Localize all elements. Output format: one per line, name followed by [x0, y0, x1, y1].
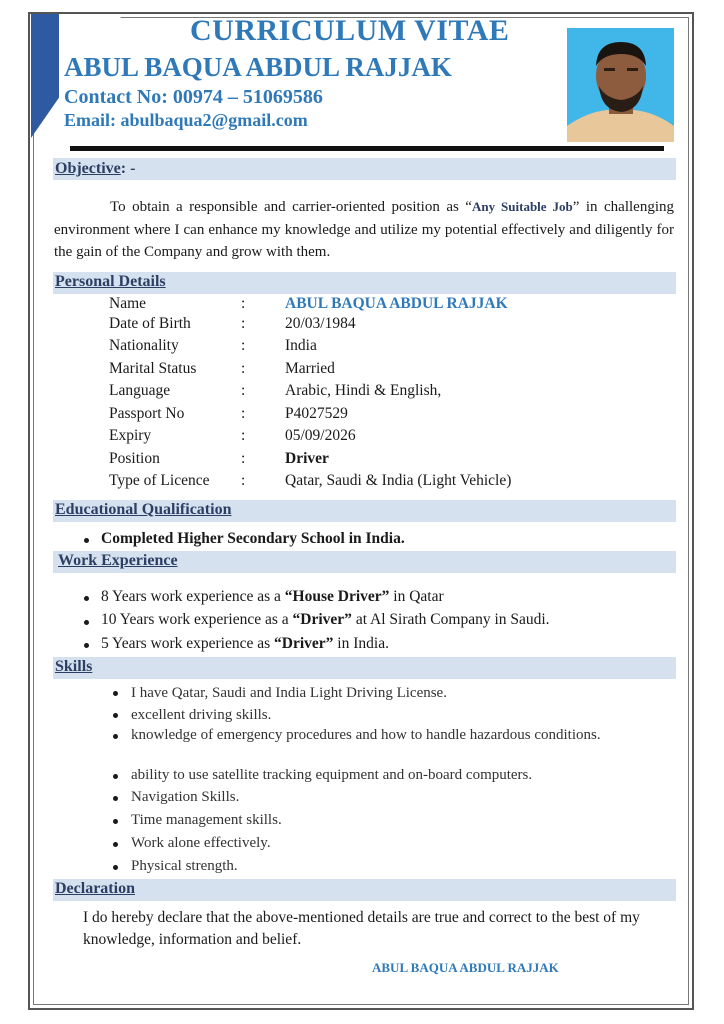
education-heading: Educational Qualification [55, 501, 232, 518]
education-item: Completed Higher Secondary School in India. [101, 530, 405, 547]
signature-name: ABUL BAQUA ABDUL RAJJAK [372, 960, 559, 975]
personal-colon: : [241, 315, 246, 332]
email-address: Email: abulbaqua2@gmail.com [64, 110, 308, 130]
personal-value: Married [285, 360, 335, 377]
work-item-text: in Qatar [389, 588, 444, 605]
contact-number: Contact No: 00974 – 51069586 [64, 86, 323, 108]
personal-label: Marital Status [109, 360, 197, 377]
skill-item: Navigation Skills. [131, 789, 240, 805]
declaration-heading: Declaration [55, 880, 135, 897]
bullet-icon [113, 842, 118, 847]
personal-value: P4027529 [285, 405, 348, 422]
personal-value: Driver [285, 450, 329, 467]
objective-text-after: ” in challenging environment where I can enhance my knowledge and utilize my potential effectively and diligently for the gain of the Company and grow with them. [54, 199, 674, 260]
personal-row-name [109, 295, 669, 317]
personal-colon: : [241, 450, 246, 467]
bullet-icon [113, 713, 118, 718]
bullet-icon [84, 538, 89, 543]
personal-label: Date of Birth [109, 315, 191, 332]
bullet-icon [113, 734, 118, 739]
bullet-icon [113, 819, 118, 824]
personal-label: Language [109, 382, 171, 399]
work-item-text: 8 Years work experience as a [101, 588, 285, 605]
skill-item: Physical strength. [131, 858, 238, 874]
work-item-text: 5 Years work experience as [101, 635, 275, 652]
header-divider [70, 146, 664, 151]
objective-heading-suffix: : - [120, 160, 136, 177]
personal-colon: : [241, 382, 246, 399]
work-item-text: in India. [333, 635, 389, 652]
bullet-icon [113, 796, 118, 801]
work-item-role: “House Driver” [284, 588, 390, 605]
personal-colon: : [241, 360, 246, 377]
objective-text [54, 196, 674, 264]
personal-row-marital [109, 360, 669, 382]
work-item-role: “Driver” [292, 611, 352, 628]
work-item-role: “Driver” [274, 635, 334, 652]
personal-row-position [109, 450, 669, 472]
personal-colon: : [241, 405, 246, 422]
bullet-icon [113, 691, 118, 696]
personal-label: Passport No [109, 405, 185, 422]
objective-heading [55, 160, 135, 178]
skills-heading-bar [53, 657, 676, 679]
personal-value: 05/09/2026 [285, 427, 356, 444]
personal-value: Qatar, Saudi & India (Light Vehicle) [285, 472, 512, 489]
skill-item: knowledge of emergency procedures and how to handle hazardous conditions. [131, 727, 601, 743]
profile-photo-icon [567, 28, 674, 142]
bullet-icon [113, 774, 118, 779]
personal-row-nationality [109, 337, 669, 359]
personal-colon: : [241, 472, 246, 489]
personal-row-language [109, 382, 669, 404]
personal-row-dob [109, 315, 669, 337]
skill-item: Work alone effectively. [131, 835, 271, 851]
personal-heading: Personal Details [55, 273, 166, 290]
personal-label: Name [109, 295, 147, 312]
bullet-icon [84, 596, 89, 601]
skill-item: excellent driving skills. [131, 707, 272, 723]
work-item-text: at Al Sirath Company in Saudi. [351, 611, 550, 628]
bullet-icon [84, 643, 89, 648]
personal-row-expiry [109, 427, 669, 449]
personal-label: Type of Licence [109, 472, 210, 489]
declaration-text: I do hereby declare that the above-mentioned details are true and correct to the best of my knowledge, information and belief. [83, 909, 640, 948]
candidate-name: ABUL BAQUA ABDUL RAJJAK [64, 52, 452, 82]
personal-colon: : [241, 337, 246, 354]
work-item-text: 10 Years work experience as a [101, 611, 293, 628]
profile-photo [567, 28, 674, 142]
work-heading: Work Experience [58, 552, 178, 569]
personal-value: ABUL BAQUA ABDUL RAJJAK [285, 295, 508, 312]
work-item [101, 611, 550, 629]
skills-heading: Skills [55, 658, 93, 675]
personal-row-licence [109, 472, 669, 494]
personal-row-passport [109, 405, 669, 427]
objective-highlight: Any Suitable Job [471, 199, 573, 214]
personal-label: Expiry [109, 427, 152, 444]
objective-heading-bar [53, 158, 676, 180]
personal-label: Position [109, 450, 160, 467]
bullet-icon [84, 620, 89, 625]
objective-text-before: To obtain a responsible and carrier-oriented position as “ [110, 199, 472, 215]
skill-item: I have Qatar, Saudi and India Light Driving License. [131, 685, 447, 701]
work-item [101, 588, 444, 606]
personal-colon: : [241, 427, 246, 444]
personal-value: Arabic, Hindi & English, [285, 382, 442, 399]
personal-label: Nationality [109, 337, 179, 354]
personal-value: India [285, 337, 317, 354]
document-title: CURRICULUM VITAE [190, 14, 510, 47]
skill-item: Time management skills. [131, 812, 282, 828]
skill-item: ability to use satellite tracking equipment and on-board computers. [131, 767, 533, 783]
declaration-heading-bar [53, 879, 676, 901]
personal-colon: : [241, 295, 246, 312]
bullet-icon [113, 865, 118, 870]
objective-heading-label: Objective [55, 160, 121, 177]
work-item [101, 635, 389, 653]
personal-value: 20/03/1984 [285, 315, 356, 332]
